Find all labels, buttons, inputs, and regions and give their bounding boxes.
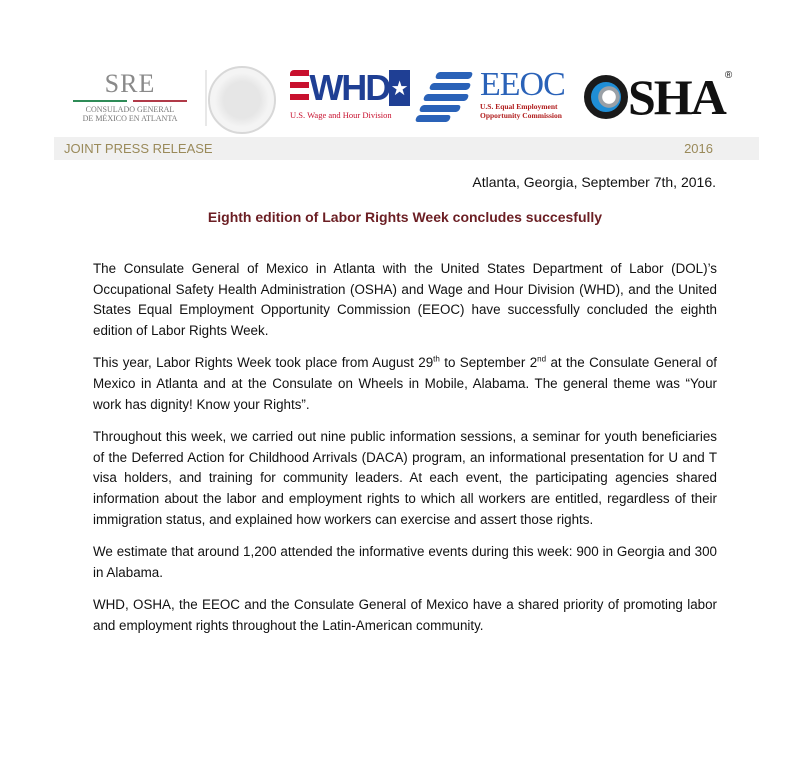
banner-year: 2016 [684, 141, 713, 156]
whd-logo [290, 68, 410, 128]
ordinal-suffix: nd [537, 354, 547, 364]
whd-stripes-icon [290, 70, 309, 106]
sre-logo-word: SRE [104, 69, 156, 98]
whd-logo-word: WHD [309, 67, 390, 108]
press-release-banner [54, 137, 759, 160]
sre-logo [70, 70, 190, 123]
paragraph-3: Throughout this week, we carried out nine public information sessions, a seminar for youth beneficiaries of the Deferred Action for Childhood Arrivals (DACA) program, an informational presentation for U and T visa holders, and training for community leaders. At each event, the participating agencies shared information about the labor and employment rights to which all workers are entitled, regardless of their immigration status, and explained how workers can exercise and assert those rights. [93, 429, 717, 527]
eeoc-flag-icon [414, 70, 476, 122]
press-release-body [93, 259, 717, 649]
paragraph-1: The Consulate General of Mexico in Atlanta with the United States Department of Labor (DOL)’s Occupational Safety Health Administration (OSHA) and Wage and Hour Division (WHD), and the United States Equal Employment Opportunity Commission (EEOC) have successfully concluded the eighth edition of Labor Rights Week. [93, 261, 717, 338]
eeoc-logo-subtitle-1: U.S. Equal Employment [480, 102, 558, 111]
paragraph-5: WHD, OSHA, the EEOC and the Consulate General of Mexico have a shared priority of promoting labor and employment rights throughout the Latin-American community. [93, 597, 717, 633]
whd-logo-subtitle: U.S. Wage and Hour Division [290, 110, 392, 120]
osha-logo-word: SHA [628, 69, 725, 125]
dateline: Atlanta, Georgia, September 7th, 2016. [472, 174, 716, 190]
eeoc-logo [480, 68, 580, 120]
sre-logo-rule [70, 100, 190, 102]
sre-logo-subtitle-1: CONSULADO GENERAL [85, 105, 175, 114]
registered-mark: ® [724, 70, 733, 81]
sre-logo-subtitle-2: DE MÉXICO EN ATLANTA [82, 114, 178, 123]
mexico-seal-icon [208, 66, 276, 134]
banner-label: JOINT PRESS RELEASE [64, 141, 213, 156]
paragraph-2-part-b: to September 2 [439, 355, 538, 371]
eeoc-logo-word: EEOC [480, 66, 565, 103]
star-icon: ★ [389, 70, 410, 106]
logo-divider [205, 70, 207, 126]
eeoc-logo-subtitle-2: Opportunity Commission [480, 111, 562, 120]
logo-header [60, 62, 760, 132]
osha-logo [584, 66, 760, 128]
ordinal-suffix: th [433, 354, 440, 364]
osha-o-icon [584, 75, 628, 119]
paragraph-4: We estimate that around 1,200 attended the informative events during this week: 900 in Georgia and 300 in Alabama. [93, 544, 717, 580]
press-release-title: Eighth edition of Labor Rights Week concludes succesfully [207, 209, 603, 225]
paragraph-2 [93, 353, 717, 415]
paragraph-2-part-c: at the Consulate General of Mexico in Atlanta and at the Consulate on Wheels in Mobile, Alabama. The general theme was “Your work has dignity! Know your Rights”. [93, 355, 717, 412]
paragraph-2-part-a: This year, Labor Rights Week took place from August 29 [93, 355, 434, 371]
